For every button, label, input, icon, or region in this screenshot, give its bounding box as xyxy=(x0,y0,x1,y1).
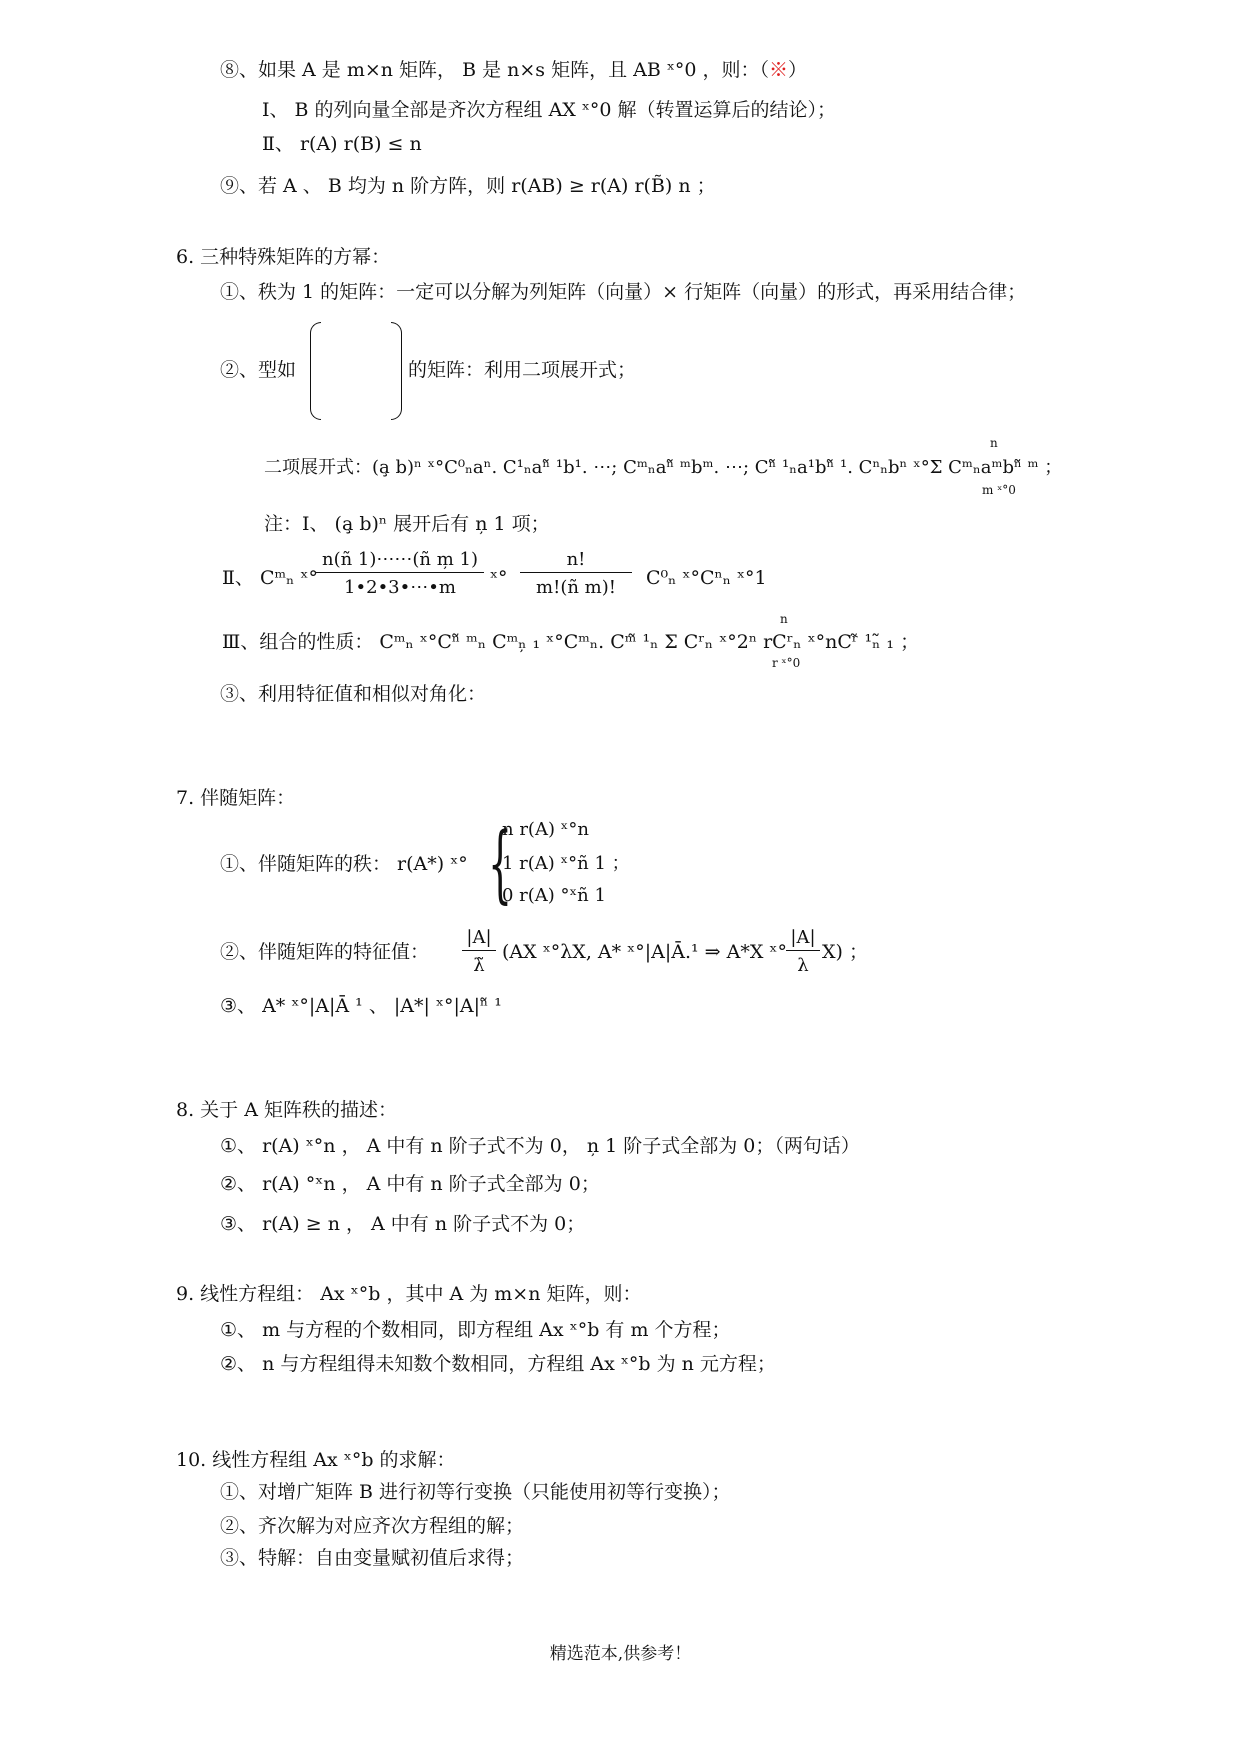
fraction-numerator: |A| xyxy=(786,926,820,951)
binomial-expansion: 二项展开式：(a̧ b)ⁿ ˣ°C⁰ₙaⁿ. C¹ₙaⁿ̃ ¹b¹. ⋯; Cᵐₙaⁿ̃ ᵐbᵐ. ⋯; Cⁿ̃ ¹ₙa¹bⁿ̃ ¹. Cⁿₙbⁿ ˣ°Σ Cᵐₙaᵐbⁿ̃ ᵐ ； xyxy=(264,457,1063,478)
case-row: 0 r(A) °ˣñ 1 xyxy=(502,885,606,906)
sum-upper-limit: n xyxy=(990,436,998,450)
case-row: 1 r(A) ˣ°ñ 1 ； xyxy=(502,853,630,874)
fraction-denominator: λ̃ xyxy=(473,955,485,976)
section-6-item-3: ③、利用特征值和相似对角化： xyxy=(220,683,487,705)
note-III: Ⅲ、组合的性质： Cᵐₙ ˣ°Cⁿ̃ ᵐₙ Cᵐₙ̦ ₁ ˣ°Cᵐₙ. Cᵐ̃ ¹ₙ Σ Cʳₙ ˣ°2ⁿ rCʳₙ ˣ°nCʳ̃ ¹ₙ̃ ₁ ； xyxy=(222,631,920,653)
note-I: 注：Ⅰ、 (a̧ b)ⁿ 展开后有 n̦ 1 项； xyxy=(264,513,550,535)
section-10-item-2: ②、齐次解为对应齐次方程组的解； xyxy=(220,1515,525,1537)
section-7-item-3: ③、 A* ˣ°|A|Ā ¹ 、 |A*| ˣ°|A|ⁿ̃ ¹ xyxy=(220,995,502,1017)
page-footer: 精选范本,供参考！ xyxy=(549,1644,692,1664)
section-10-item-1: ①、对增广矩阵 B 进行初等行变换（只能使用初等行变换）； xyxy=(220,1481,731,1503)
reference-mark: ※ xyxy=(769,59,789,81)
fraction-denominator: m!(ñ m)! xyxy=(536,577,616,598)
section-7-title: 7. 伴随矩阵： xyxy=(176,787,296,809)
upper-triangular-matrix xyxy=(310,322,402,418)
sum-lower-limit: m ˣ°0 xyxy=(982,483,1016,497)
item-8-I: Ⅰ、 B 的列向量全部是齐次方程组 AX ˣ°0 解（转置运算后的结论）； xyxy=(262,99,837,121)
section-6-item-1: ①、秩为 1 的矩阵：一定可以分解为列矩阵（向量）× 行矩阵（向量）的形式，再采用结合律； xyxy=(220,281,1027,303)
eigenvalue-formula: (AX ˣ°λX, A* ˣ°|A|Ā.¹ ⇒ A*X ˣ° xyxy=(502,941,787,963)
section-8-item-3: ③、 r(A) ≥ n ， A 中有 n 阶子式不为 0； xyxy=(220,1213,586,1235)
section-9-title: 9. 线性方程组： Ax ˣ°b ，其中 A 为 m×n 矩阵，则： xyxy=(176,1283,642,1305)
section-8-item-1: ①、 r(A) ˣ°n ， A 中有 n 阶子式不为 0， n̦ 1 阶子式全部为 0；（两句话） xyxy=(220,1135,860,1157)
item-9: ⑨、若 A 、 B 均为 n 阶方阵，则 r(AB) ≥ r(A) r(B̃) n ； xyxy=(220,175,716,197)
case-row: n r(A) ˣ°n xyxy=(502,819,589,840)
section-7-item-1: ①、伴随矩阵的秩： r(A*) ˣ° xyxy=(220,853,468,875)
item-8-II: Ⅱ、 r(A) r(B) ≤ n xyxy=(262,133,422,155)
sum-upper-limit: n xyxy=(780,612,788,626)
note-II: Ⅱ、 Cᵐₙ ˣ° xyxy=(222,567,318,589)
section-10-item-3: ③、特解：自由变量赋初值后求得； xyxy=(220,1547,525,1569)
fraction-denominator: 1•2•3•⋯•m xyxy=(344,577,456,598)
section-10-title: 10. 线性方程组 Ax ˣ°b 的求解： xyxy=(176,1449,456,1471)
section-8-item-2: ②、 r(A) °ˣn ， A 中有 n 阶子式全部为 0； xyxy=(220,1173,600,1195)
fraction-numerator: n(ñ 1)⋯⋯(ñ m̦ 1) xyxy=(316,548,484,573)
fraction-denominator: λ xyxy=(797,955,809,976)
fraction-numerator: |A| xyxy=(462,926,496,951)
section-6-title: 6. 三种特殊矩阵的方幂： xyxy=(176,246,391,268)
section-6-item-2-pre: ②、型如 xyxy=(220,359,297,381)
section-7-item-2: ②、伴随矩阵的特征值： xyxy=(220,941,430,963)
equals-sign: ˣ° xyxy=(490,567,508,589)
sum-lower-limit: r ˣ°0 xyxy=(772,656,801,670)
fraction-numerator: n! xyxy=(520,548,632,573)
section-8-title: 8. 关于 A 矩阵秩的描述： xyxy=(176,1099,397,1121)
note-II-tail: C⁰ₙ ˣ°Cⁿₙ ˣ°1 xyxy=(646,567,767,589)
section-9-item-2: ②、 n 与方程组得未知数个数相同，方程组 Ax ˣ°b 为 n 元方程； xyxy=(220,1353,776,1375)
left-brace: { xyxy=(488,814,513,912)
item-8: ⑧、如果 A 是 m×n 矩阵， B 是 n×s 矩阵，且 AB ˣ°0 ，则：（※） xyxy=(220,59,808,81)
section-9-item-1: ①、 m 与方程的个数相同，即方程组 Ax ˣ°b 有 m 个方程； xyxy=(220,1319,731,1341)
section-6-item-2-post: 的矩阵：利用二项展开式； xyxy=(408,359,637,381)
eigenvalue-formula-end: X) ； xyxy=(822,941,868,963)
